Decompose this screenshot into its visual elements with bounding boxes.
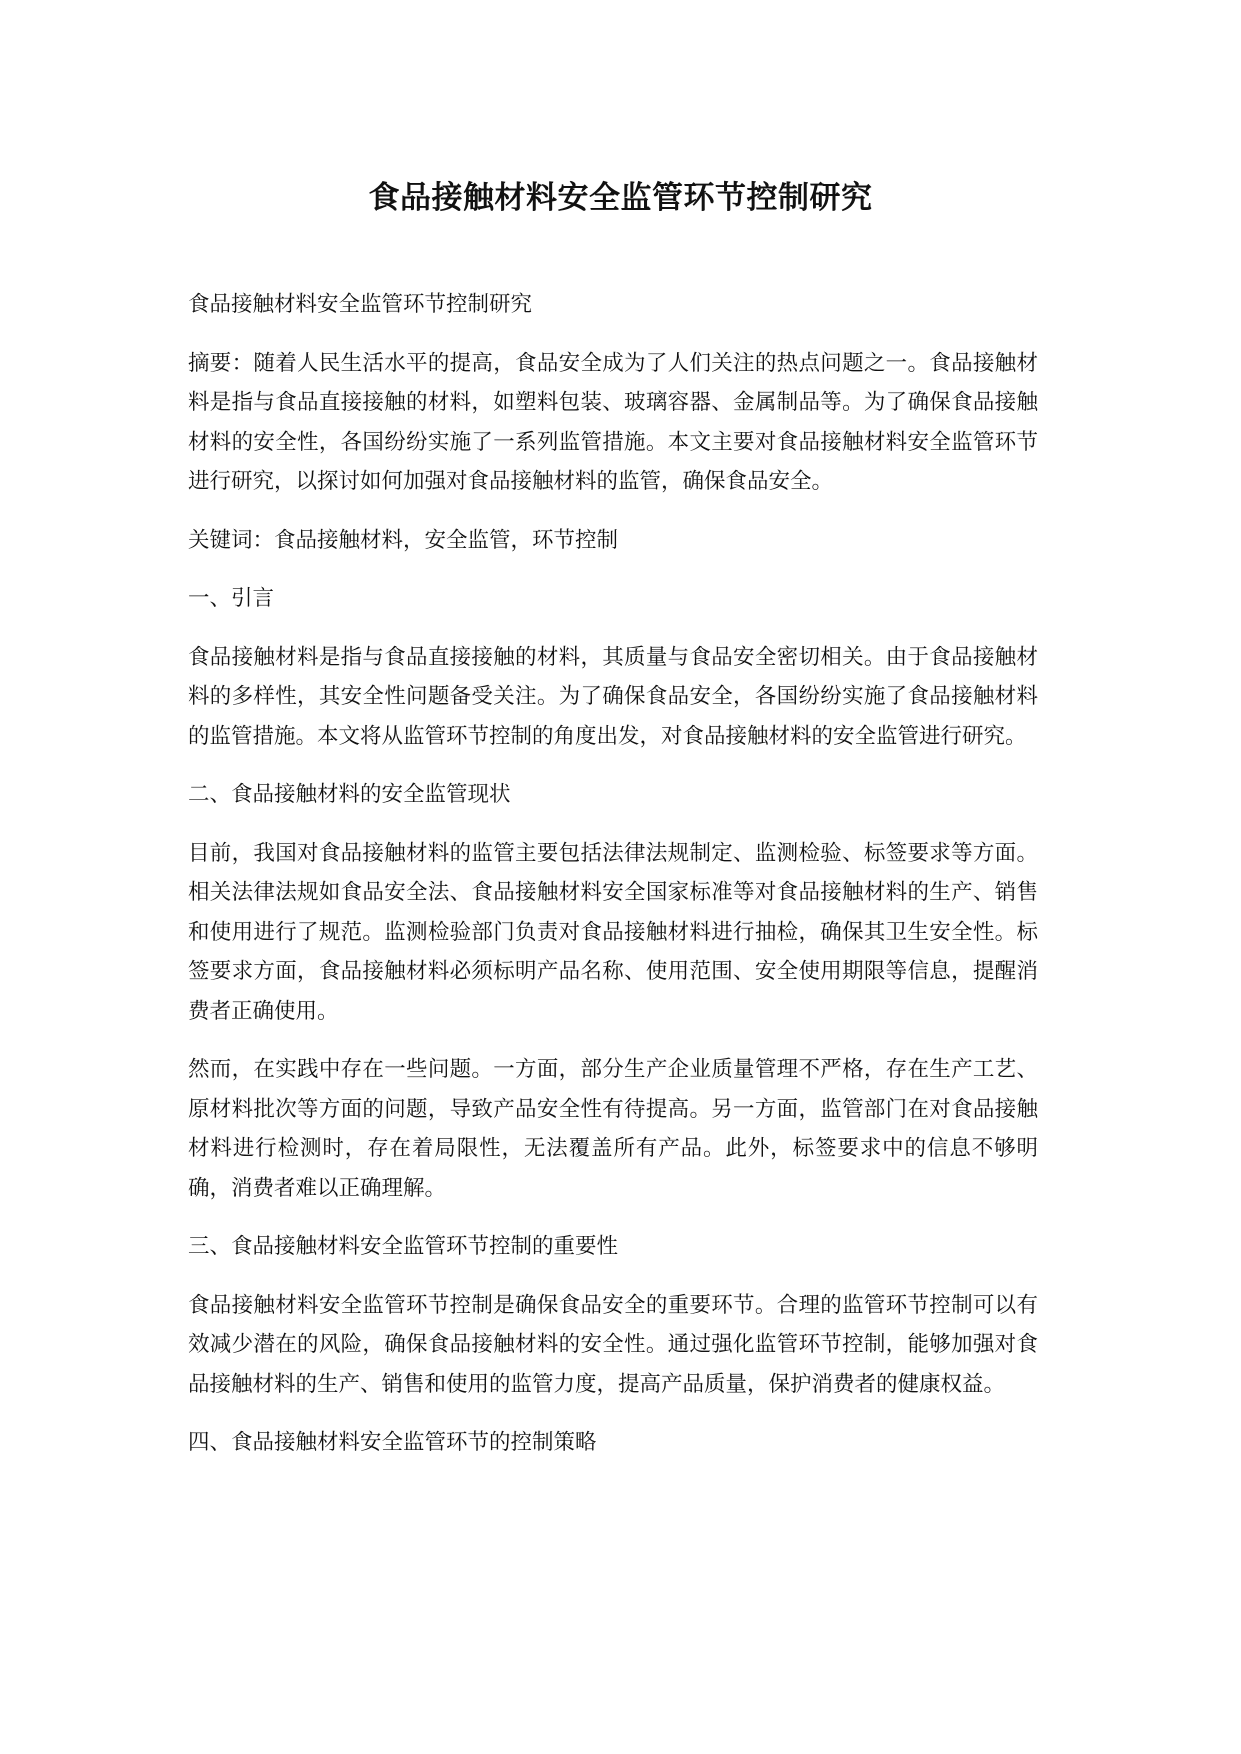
- document-body: [188, 285, 1038, 1482]
- section-heading-introduction: 一、引言: [188, 586, 275, 611]
- section-heading-current-status: 二、食品接触材料的安全监管现状: [188, 782, 511, 807]
- keywords-line: 关键词：食品接触材料，安全监管，环节控制: [188, 527, 619, 553]
- document-subtitle: 食品接触材料安全监管环节控制研究: [188, 292, 533, 317]
- introduction-paragraph: 食品接触材料是指与食品直接接触的材料，其质量与食品安全密切相关。由于食品接触材料的多样性，其安全性问题备受关注。为了确保食品安全，各国纷纷实施了食品接触材料的监管措施。本文将从监管环节控制的角度出发，对食品接触材料的安全监管进行研究。: [188, 644, 1038, 749]
- section-heading-control-strategy: 四、食品接触材料安全监管环节的控制策略: [188, 1430, 597, 1455]
- abstract-paragraph: 摘要：随着人民生活水平的提高，食品安全成为了人们关注的热点问题之一。食品接触材料是指与食品直接接触的材料，如塑料包装、玻璃容器、金属制品等。为了确保食品接触材料的安全性，各国纷纷实施了一系列监管措施。本文主要对食品接触材料安全监管环节进行研究，以探讨如何加强对食品接触材料的监管，确保食品安全。: [188, 350, 1038, 494]
- current-status-paragraph-1: 目前，我国对食品接触材料的监管主要包括法律法规制定、监测检验、标签要求等方面。相关法律法规如食品安全法、食品接触材料安全国家标准等对食品接触材料的生产、销售和使用进行了规范。监测检验部门负责对食品接触材料进行抽检，确保其卫生安全性。标签要求方面，食品接触材料必须标明产品名称、使用范围、安全使用期限等信息，提醒消费者正确使用。: [188, 840, 1038, 1024]
- current-status-paragraph-2: 然而，在实践中存在一些问题。一方面，部分生产企业质量管理不严格，存在生产工艺、原材料批次等方面的问题，导致产品安全性有待提高。另一方面，监管部门在对食品接触材料进行检测时，存在着局限性，无法覆盖所有产品。此外，标签要求中的信息不够明确，消费者难以正确理解。: [188, 1057, 1038, 1201]
- document-title: 食品接触材料安全监管环节控制研究: [368, 180, 873, 216]
- section-heading-importance: 三、食品接触材料安全监管环节控制的重要性: [188, 1234, 619, 1259]
- importance-paragraph: 食品接触材料安全监管环节控制是确保食品安全的重要环节。合理的监管环节控制可以有效减少潜在的风险，确保食品接触材料的安全性。通过强化监管环节控制，能够加强对食品接触材料的生产、销售和使用的监管力度，提高产品质量，保护消费者的健康权益。: [188, 1292, 1038, 1397]
